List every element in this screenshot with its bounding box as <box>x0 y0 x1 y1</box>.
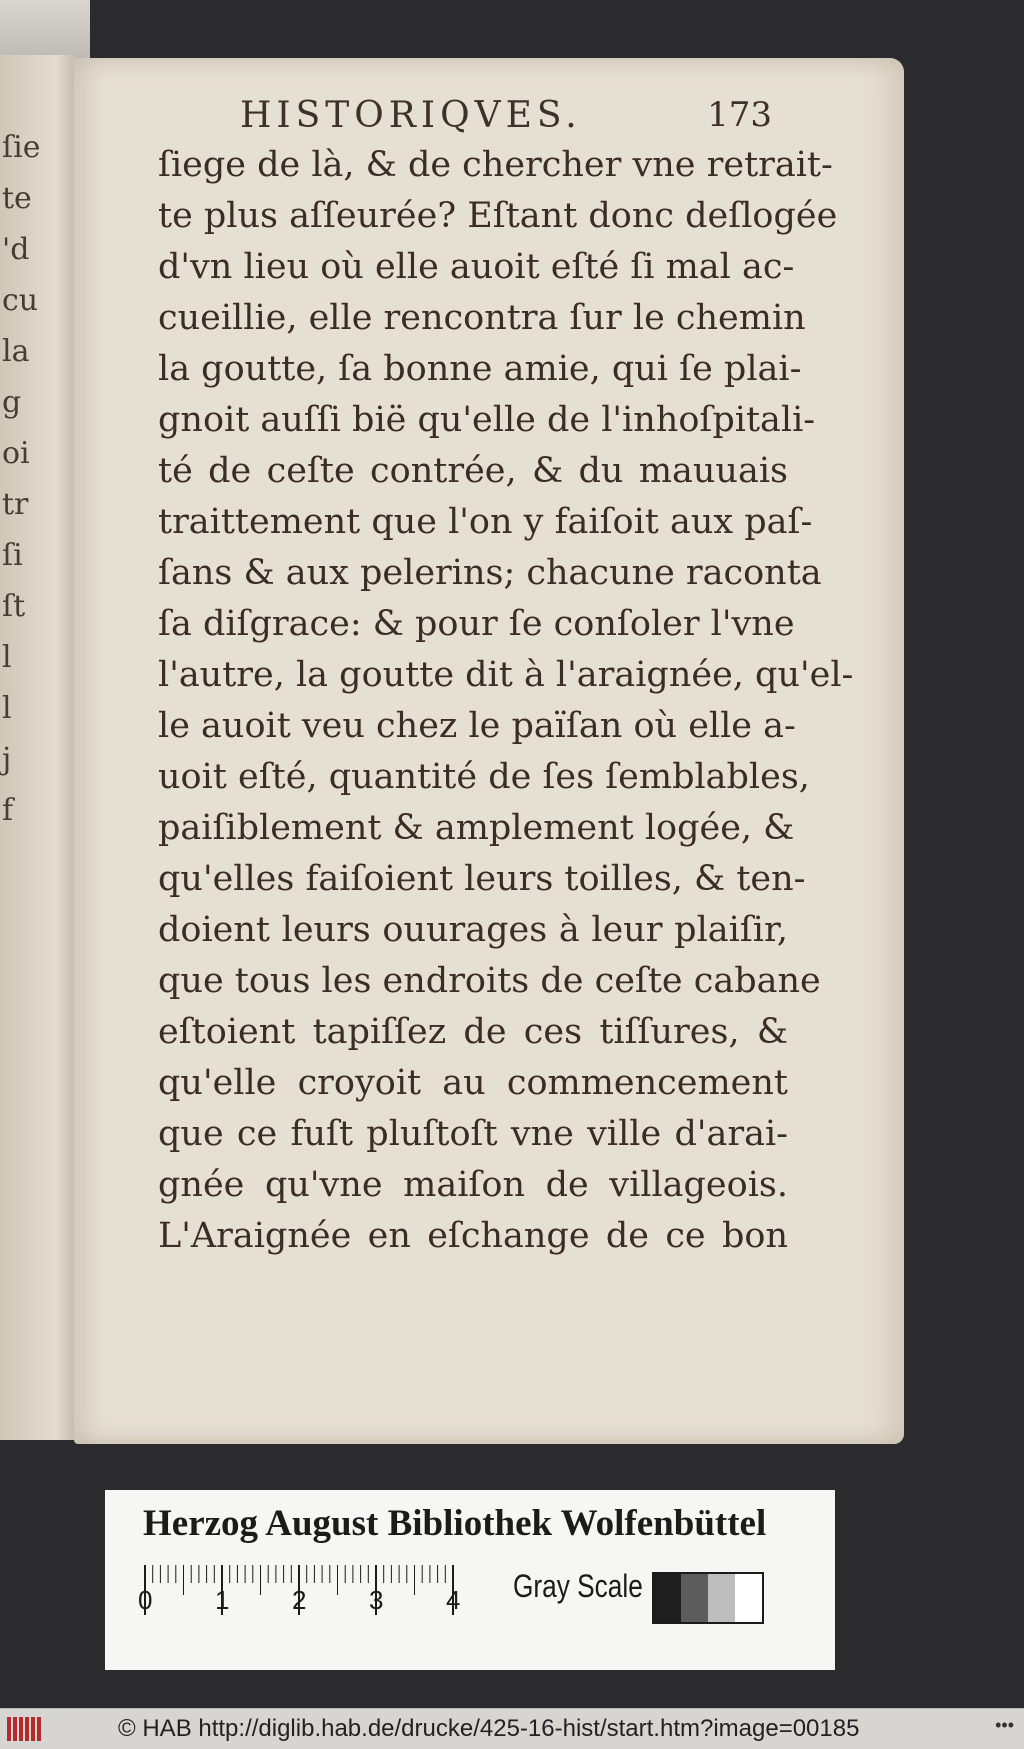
gray-patch <box>735 1574 762 1622</box>
text-line: ſans & aux pelerins; chacune raconta <box>158 553 822 593</box>
text-line: L'Araignée en eſchange de ce bon <box>158 1216 788 1256</box>
previous-page-edge <box>0 55 80 1440</box>
previous-page-fragment: l <box>2 640 12 675</box>
text-line: gnoit auſſi bië qu'elle de l'inhoſpitali- <box>158 400 816 440</box>
previous-page-fragment: j <box>2 742 12 777</box>
page-text <box>158 140 854 1262</box>
more-options-icon[interactable]: ••• <box>995 1715 1014 1735</box>
ruler <box>143 1565 523 1625</box>
text-line: l'autre, la goutte dit à l'araignée, qu'el- <box>158 655 854 695</box>
previous-page-fragment: oi <box>2 436 30 471</box>
color-scale-card <box>105 1490 835 1670</box>
previous-page-fragment: 'd <box>2 232 30 267</box>
gray-scale-label: Gray Scale <box>513 1568 643 1604</box>
ruler-number: 1 <box>215 1585 230 1615</box>
previous-page-fragment: ſi <box>2 538 23 573</box>
running-title: HISTORIQVES. <box>240 95 582 136</box>
text-line: te plus aſſeurée? Eſtant donc deſlogée <box>158 196 838 236</box>
text-line: qu'elles faiſoient leurs toilles, & ten- <box>158 859 806 899</box>
text-line: ſa diſgrace: & pour ſe conſoler l'vne <box>158 604 795 644</box>
text-line: cueillie, elle rencontra ſur le chemin <box>158 298 806 338</box>
text-line: que tous les endroits de ceſte cabane <box>158 961 821 1001</box>
ruler-number: 3 <box>369 1585 384 1615</box>
ruler-number: 0 <box>138 1585 153 1615</box>
text-line: té de ceſte contrée, & du mauuais <box>158 451 788 491</box>
previous-page-fragment: g <box>2 385 22 420</box>
source-link[interactable]: © HAB http://diglib.hab.de/drucke/425-16-hist/start.htm?image=00185 <box>118 1715 860 1742</box>
footer-bar <box>0 1708 1024 1749</box>
text-line: la goutte, ſa bonne amie, qui ſe plai- <box>158 349 802 389</box>
previous-page-fragment: ſie <box>2 130 41 165</box>
library-name: Herzog August Bibliothek Wolfenbüttel <box>143 1503 767 1544</box>
gray-patch <box>681 1574 708 1622</box>
text-line: ſiege de là, & de chercher vne retrait- <box>158 145 833 185</box>
gray-patch <box>654 1574 681 1622</box>
ruler-number: 4 <box>446 1585 461 1615</box>
hab-logo-icon <box>6 1715 46 1743</box>
previous-page-fragment: cu <box>2 283 39 318</box>
text-line: doient leurs ouurages à leur plaiſir, <box>158 910 788 950</box>
previous-page-fragment: tr <box>2 487 29 522</box>
gray-patch <box>708 1574 735 1622</box>
text-line: qu'elle croyoit au commencement <box>158 1063 788 1103</box>
previous-page-fragment: l <box>2 691 12 726</box>
text-line: eſtoient tapiſſez de ces tiſſures, & <box>158 1012 788 1052</box>
previous-page-fragment: te <box>2 181 32 216</box>
previous-page-fragment: f <box>2 793 14 828</box>
text-line: d'vn lieu où elle auoit eſté ſi mal ac- <box>158 247 795 287</box>
text-line: gnée qu'vne maiſon de villageois. <box>158 1165 788 1205</box>
previous-page-fragment: ſt <box>2 589 26 624</box>
text-line: le auoit veu chez le païſan où elle a- <box>158 706 796 746</box>
text-line: paiſiblement & amplement logée, & <box>158 808 795 848</box>
gray-scale-patches <box>652 1572 764 1624</box>
text-line: uoit eſté, quantité de ſes ſemblables, <box>158 757 810 797</box>
text-line: traittement que l'on y faiſoit aux paſ- <box>158 502 813 542</box>
ruler-number: 2 <box>292 1585 307 1615</box>
page-number: 173 <box>707 95 772 135</box>
text-line: que ce fuſt pluſtoſt vne ville d'arai- <box>158 1114 788 1154</box>
running-head <box>160 95 780 139</box>
previous-sheet-corner <box>0 0 90 60</box>
previous-page-fragment: la <box>2 334 30 369</box>
